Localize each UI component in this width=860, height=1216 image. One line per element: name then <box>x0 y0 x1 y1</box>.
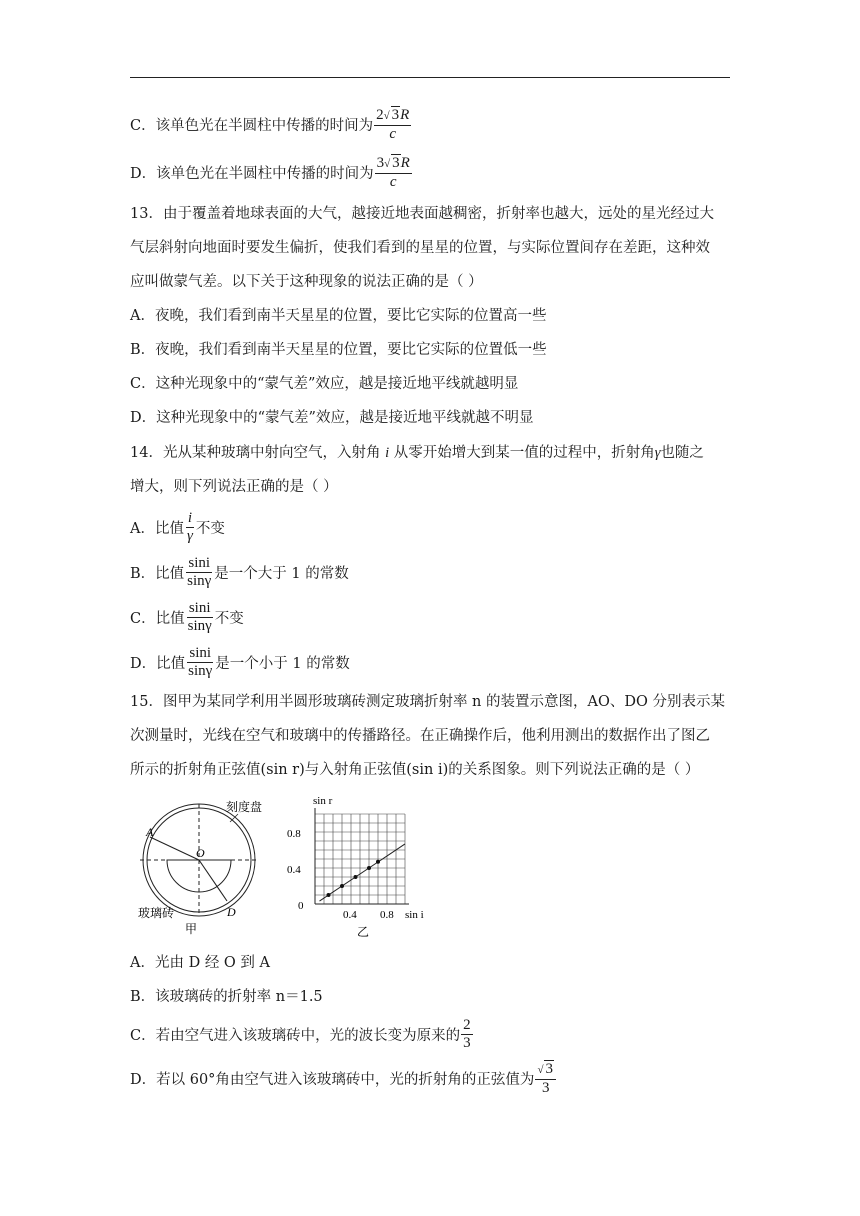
q13-stem-line-2: 气层斜射向地面时要发生偏折，使我们看到的星星的位置，与实际位置间存在差距，这种效 <box>130 240 710 256</box>
glass-label: 玻璃砖 <box>138 906 175 920</box>
x-axis-label: sin i <box>405 909 424 921</box>
q12-option-d <box>130 154 413 191</box>
chart-grid <box>315 814 405 904</box>
q13-option-c: C．这种光现象中的“蒙气差”效应，越是接近地平线就越明显 <box>130 376 519 392</box>
header-rule <box>130 77 730 78</box>
q13-option-b: B．夜晚，我们看到南半天星星的位置，要比它实际的位置低一些 <box>130 342 547 358</box>
q14-option-d: D．比值 $\frac{\sin i}{\sin\gamma}$ 是一个小于 1 的常数 <box>130 645 350 679</box>
figure-jia-caption: 甲 <box>185 922 198 936</box>
ray-od <box>199 860 227 901</box>
q13-option-a: A．夜晚，我们看到南半天星星的位置，要比它实际的位置高一些 <box>130 308 547 324</box>
figure-yi-chart <box>285 792 435 944</box>
data-point <box>354 875 358 879</box>
point-a-label: A <box>146 825 154 839</box>
wavelength-fraction: $\frac{2}{3}$ <box>463 1017 471 1051</box>
time-fraction-d: $\frac{3√ 3R}{c}$ <box>376 155 410 190</box>
q15-option-c: C．若由空气进入该玻璃砖中，光的波长变为原来的 $\frac{2}{3}$ <box>130 1017 471 1051</box>
figure-yi-caption: 乙 <box>357 925 370 939</box>
data-point <box>376 860 380 864</box>
option-d-text: D．该单色光在半圆柱中传播的时间为 <box>130 166 374 182</box>
q15-option-a: A．光由 D 经 O 到 A <box>130 955 271 971</box>
q15-stem-line-2: 次测量时，光线在空气和玻璃中的传播路径。在正确操作后，他利用测出的数据作出了图乙 <box>130 728 710 744</box>
sine-fraction: $\frac{√ 3}{3}$ <box>535 1060 556 1097</box>
time-fraction-c: $\frac{2√ 3R}{c}$ <box>376 107 410 142</box>
q14-stem-line-2: 增大，则下列说法正确的是（ ） <box>130 479 338 495</box>
y-tick-label: 0 <box>298 900 304 912</box>
q13-stem-line-1: 13．由于覆盖着地球表面的大气，越接近地表面越稠密，折射率也越大，远处的星光经过大 <box>130 206 714 222</box>
q14-option-a: A．比值 $\frac{i}{\gamma}$ 不变 <box>130 510 225 544</box>
fit-line <box>320 844 406 901</box>
q14-stem-line-1: 14．光从某种玻璃中射向空气，入射角 i 从零开始增大到某一值的过程中，折射角γ也随之 <box>130 445 704 461</box>
ratio-fraction-c: $\frac{\sin i}{\sin\gamma}$ <box>187 600 212 634</box>
q12-option-c <box>130 106 412 143</box>
data-point <box>367 866 371 870</box>
q15-stem-line-3: 所示的折射角正弦值(sin r)与入射角正弦值(sin i)的关系图象。则下列说法正确的是（ ） <box>130 762 700 778</box>
point-o-label: O <box>196 846 205 860</box>
figure-jia-diagram <box>130 792 280 942</box>
q15-option-b: B．该玻璃砖的折射率 n＝1.5 <box>130 989 323 1005</box>
ray-ao <box>150 837 199 860</box>
q13-option-d: D．这种光现象中的“蒙气差”效应，越是接近地平线就越不明显 <box>130 410 534 426</box>
ratio-fraction-a: $\frac{i}{\gamma}$ <box>186 510 193 544</box>
dial-leader-line <box>230 814 238 822</box>
y-tick-label: 0.4 <box>287 864 301 876</box>
data-point <box>327 893 331 897</box>
q13-stem-line-3: 应叫做蒙气差。以下关于这种现象的说法正确的是（ ） <box>130 274 483 290</box>
q15-option-d: D．若以 60°角由空气进入该玻璃砖中，光的折射角的正弦值为 $\frac{√ 3}{3}$ <box>130 1060 557 1097</box>
y-axis-label: sin r <box>313 795 333 807</box>
ratio-fraction-d: $\frac{\sin i}{\sin\gamma}$ <box>188 645 213 679</box>
data-point <box>340 884 344 888</box>
q14-option-c: C．比值 $\frac{\sin i}{\sin\gamma}$ 不变 <box>130 600 244 634</box>
point-d-label: D <box>227 905 236 919</box>
dial-label: 刻度盘 <box>226 800 263 814</box>
y-tick-label: 0.8 <box>287 828 301 840</box>
q15-stem-line-1: 15．图甲为某同学利用半圆形玻璃砖测定玻璃折射率 n 的装置示意图，AO、DO 分别表示某 <box>130 694 725 710</box>
x-tick-label: 0.4 <box>343 909 357 921</box>
ratio-fraction-b: $\frac{\sin i}{\sin\gamma}$ <box>187 555 212 589</box>
x-tick-label: 0.8 <box>380 909 394 921</box>
option-c-text: C．该单色光在半圆柱中传播的时间为 <box>130 118 374 134</box>
q14-option-b: B．比值 $\frac{\sin i}{\sin\gamma}$ 是一个大于 1 的常数 <box>130 555 349 589</box>
